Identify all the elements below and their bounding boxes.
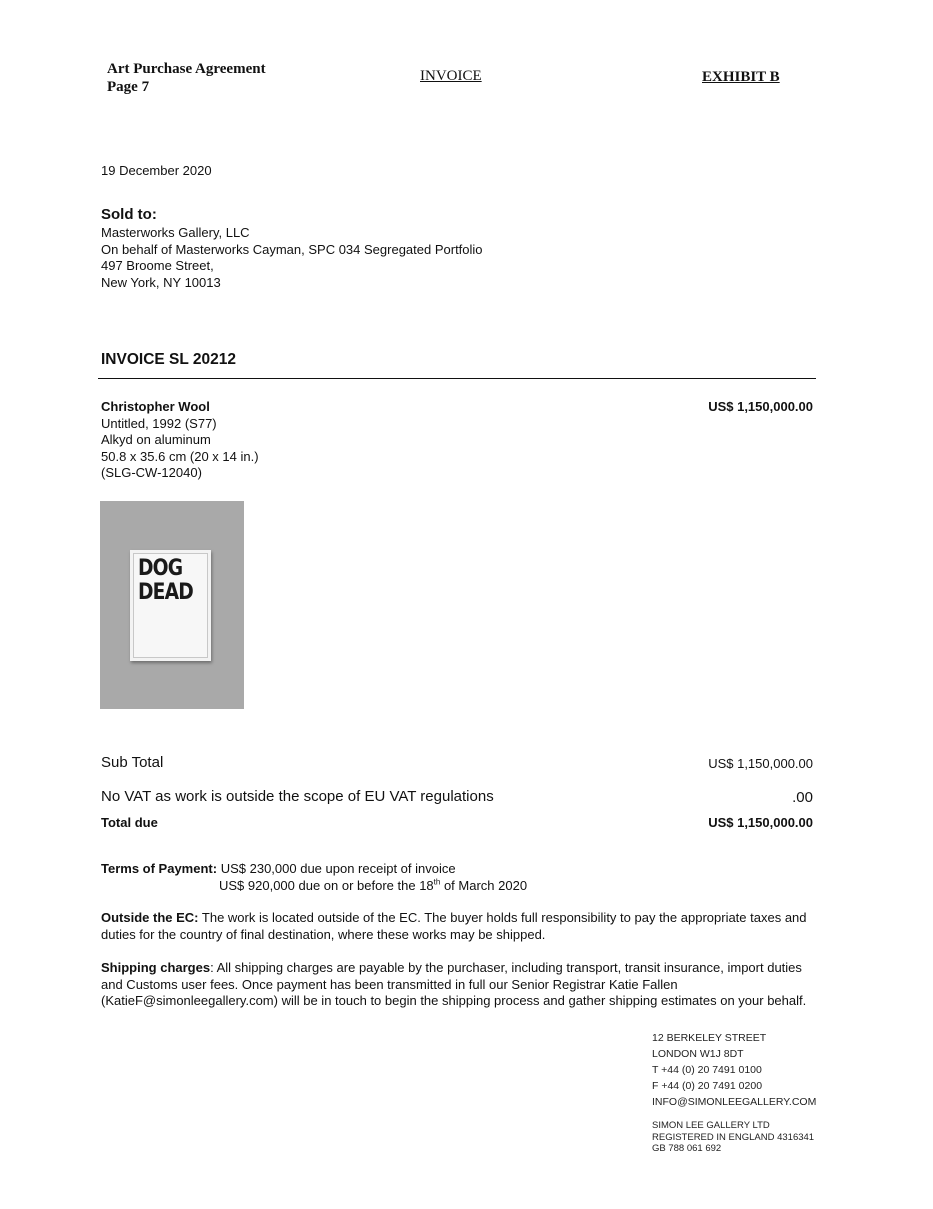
outside-ec-label: Outside the EC: [101, 910, 199, 925]
outside-ec-paragraph [101, 910, 821, 943]
terms-second-installment: US$ 920,000 due on or before the 18 [219, 877, 434, 893]
vat-value: .00 [792, 789, 813, 806]
fax-line: F +44 (0) 20 7491 0200 [652, 1080, 763, 1092]
artwork-image [100, 501, 244, 709]
outside-ec-text: The work is located outside of the EC. The buyer holds full responsibility to pay the appropriate taxes and duties for the country of final destination, where these works may be shipped. [101, 910, 807, 942]
sold-to-line: 497 Broome Street, [101, 258, 214, 273]
sold-to-block [101, 206, 483, 291]
artwork-frame [130, 550, 211, 661]
company-line: GB 788 061 692 [652, 1143, 722, 1154]
shipping-paragraph [101, 960, 821, 1010]
company-line: SIMON LEE GALLERY LTD [652, 1120, 770, 1131]
artwork-price: US$ 1,150,000.00 [708, 399, 813, 414]
address-line: 12 BERKELEY STREET [652, 1032, 767, 1044]
total-due-label: Total due [101, 815, 158, 830]
page-number: Page 7 [107, 79, 150, 95]
total-due-value: US$ 1,150,000.00 [708, 815, 813, 830]
artwork-canvas [133, 553, 208, 658]
invoice-number: INVOICE SL 20212 [101, 351, 236, 368]
gallery-address [652, 1030, 816, 1110]
terms-line-1 [101, 861, 821, 878]
divider [98, 378, 816, 379]
sold-to-line: Masterworks Gallery, LLC [101, 225, 250, 240]
artwork-medium: Alkyd on aluminum [101, 432, 211, 447]
sold-to-line: New York, NY 10013 [101, 274, 221, 290]
shipping-label: Shipping charges [101, 960, 211, 975]
phone-line: T +44 (0) 20 7491 0100 [652, 1064, 762, 1076]
artwork-reference: (SLG-CW-12040) [101, 465, 202, 480]
exhibit-label: EXHIBIT B [702, 69, 780, 85]
vat-label: No VAT as work is outside the scope of EU VAT regulations [101, 788, 494, 805]
artwork-details [101, 399, 259, 482]
terms-of-payment [101, 861, 821, 894]
sold-to-line: On behalf of Masterworks Cayman, SPC 034 Segregated Portfolio [101, 241, 483, 257]
shipping-text: : All shipping charges are payable by the purchaser, including transport, transit insurance, import duties and Customs user fees. Once payment has been transmitted in full our Senior Registrar Katie Fallen (KatieF@simonleegallery.com) will be in touch to begin the shipping process and gather shipping estimates on your behalf. [101, 960, 807, 1008]
artwork-artist: Christopher Wool [101, 399, 210, 414]
document-header-left [107, 60, 266, 96]
subtotal-value: US$ 1,150,000.00 [708, 756, 813, 771]
terms-label: Terms of Payment: [101, 861, 218, 876]
ordinal-suffix: th [433, 877, 441, 887]
terms-line-2 [101, 878, 821, 895]
invoice-heading: INVOICE [420, 68, 482, 84]
artwork-text-line: DEAD [138, 580, 193, 605]
artwork-text-line: DOG [138, 556, 183, 581]
subtotal-label: Sub Total [101, 754, 164, 771]
artwork-title: Untitled, 1992 (S77) [101, 415, 217, 431]
agreement-title: Art Purchase Agreement [107, 61, 266, 77]
company-line: REGISTERED IN ENGLAND 4316341 [652, 1131, 815, 1143]
artwork-image-text [138, 557, 193, 605]
terms-first-installment: US$ 230,000 due upon receipt of invoice [220, 861, 456, 876]
invoice-date: 19 December 2020 [101, 163, 212, 178]
terms-second-installment-date: of March 2020 [440, 877, 528, 893]
address-line: LONDON W1J 8DT [652, 1048, 744, 1060]
sold-to-title: Sold to: [101, 206, 157, 223]
artwork-dimensions: 50.8 x 35.6 cm (20 x 14 in.) [101, 448, 259, 464]
company-registration [652, 1120, 814, 1155]
email-line: INFO@SIMONLEEGALLERY.COM [652, 1096, 817, 1108]
